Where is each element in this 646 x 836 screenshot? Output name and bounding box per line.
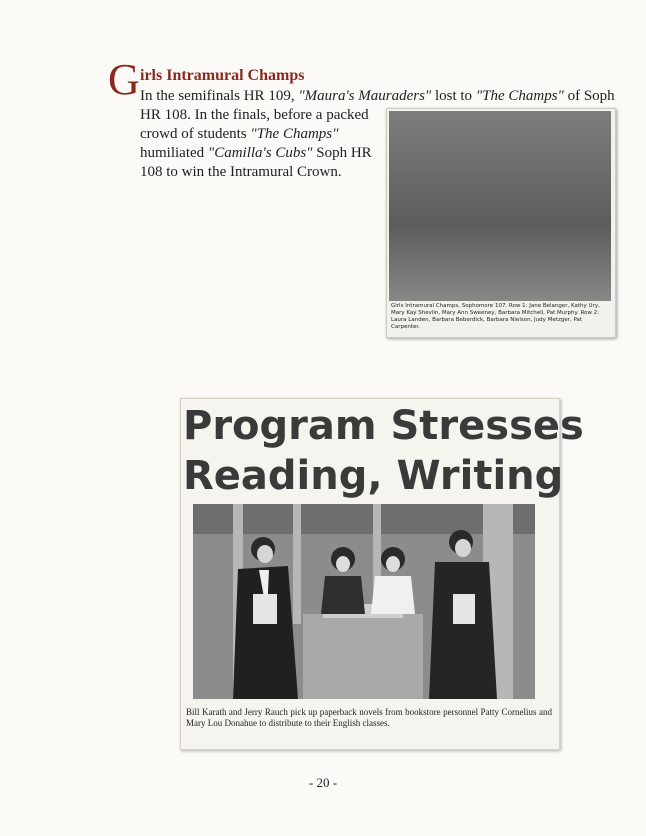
article-heading: irls Intramural Champs (140, 67, 305, 84)
bookstore-photo-caption: Bill Karath and Jerry Rauch pick up paperback novels from bookstore personnel Patty Cornelius and Mary Lou Donahue to distribute to their English classes. (186, 707, 552, 728)
text-run: humiliated (140, 145, 208, 161)
team-photo-clipping (386, 108, 616, 338)
text-run: crowd of students (140, 126, 251, 142)
team-name: "The Champs" (475, 88, 564, 104)
text-run: lost to (431, 88, 476, 104)
team-photo (389, 111, 611, 301)
headline-line-1: Program Stresses (183, 403, 584, 449)
text-run: of Soph (563, 88, 615, 104)
paragraph-line-1 (140, 87, 620, 106)
team-name: "Maura's Mauraders" (298, 88, 432, 104)
text-run: Soph HR (312, 145, 372, 161)
text-run: HR 108. In the finals, before a packed (140, 107, 369, 123)
bookstore-photo-image (193, 504, 535, 699)
text-run: In the semifinals HR 109, (140, 88, 299, 104)
team-name: "The Champs" (250, 126, 339, 142)
team-photo-caption: Girls Intramural Champs, Sophomore 107. Row 1: Jane Belanger, Kathy Ury, Mary Kay Shevlin, Mary Ann Sweeney, Barbara Mitchell, Pat Murphy. Row 2: Laura Landen, Barbara Beberdick, Barbara Nielson, Judy Metzger, Pat Carpenter. (391, 303, 600, 330)
team-name: "Camilla's Cubs" (207, 145, 313, 161)
bookstore-photo (193, 504, 535, 699)
drop-cap: G (108, 55, 140, 104)
program-headline (183, 401, 584, 501)
page-number: - 20 - (308, 775, 338, 790)
program-article-clipping (180, 398, 584, 750)
headline-line-2: Reading, Writing (183, 453, 564, 499)
text-run: 108 to win the Intramural Crown. (140, 164, 342, 180)
